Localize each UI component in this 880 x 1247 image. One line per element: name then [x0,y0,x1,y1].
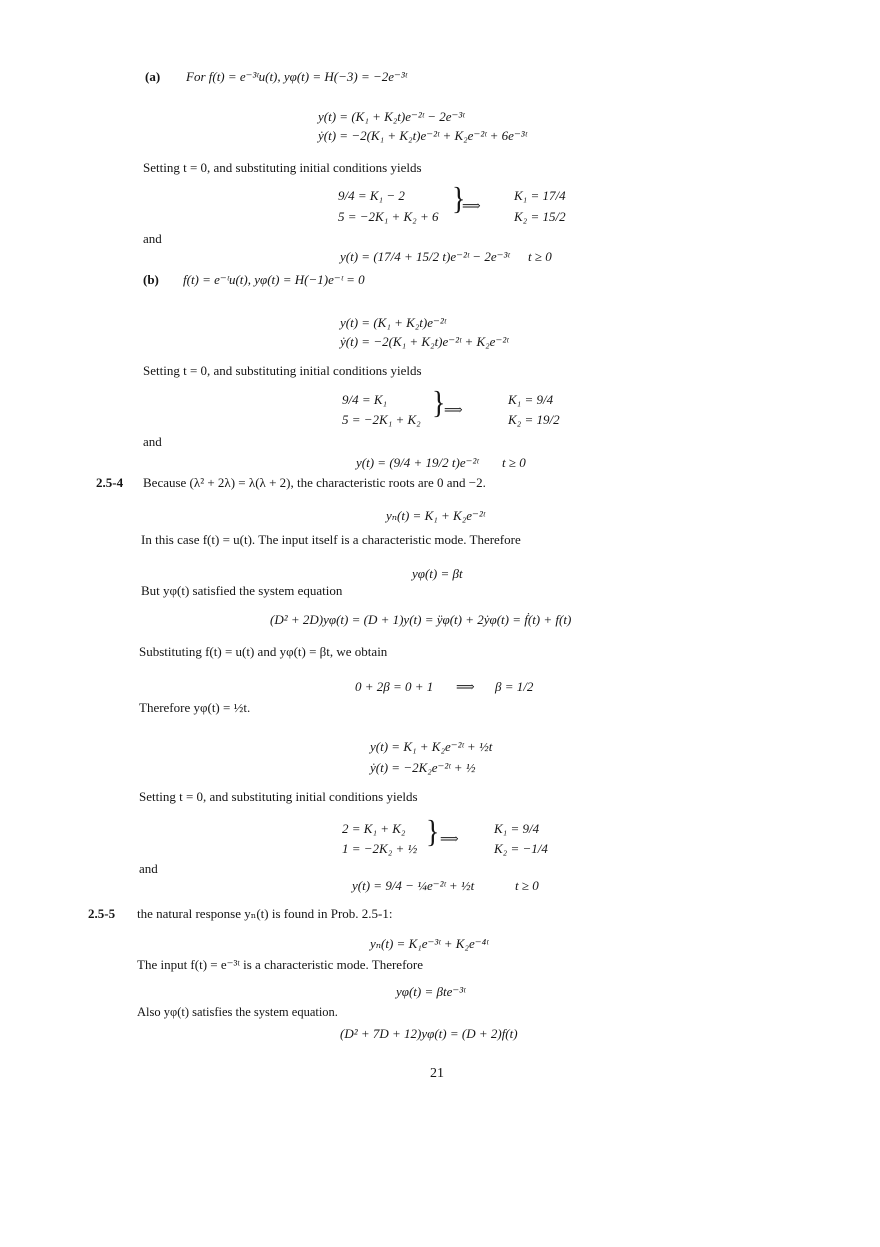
part-a-implies-arrow: ⟹ [462,198,481,213]
problem-2-5-4-system-equation: (D² + 2D)yφ(t) = (D + 1)y(t) = ÿφ(t) + 2ẏφ(t) = ḟ(t) + f(t) [270,612,572,627]
problem-2-5-4-natural-response: yₙ(t) = K₁ + K₂e⁻²ᵗ [386,508,485,523]
problem-2-5-5-intro: the natural response yₙ(t) is found in Prob. 2.5-1: [137,906,393,921]
problem-2-5-4-ydot-equation: ẏ(t) = −2K₂e⁻²ᵗ + ½ [370,760,476,775]
part-b-setting-text: Setting t = 0, and substituting initial conditions yields [143,363,422,378]
part-b-result-k1: K₁ = 9/4 [508,392,554,407]
part-b-system-line-1: 9/4 = K₁ [342,392,388,407]
part-b-ydot-equation: ẏ(t) = −2(K₁ + K₂t)e⁻²ᵗ + K₂e⁻²ᵗ [340,334,509,349]
part-b-and: and [143,434,162,449]
part-a-condition: t ≥ 0 [528,249,552,264]
part-a-and: and [143,231,162,246]
problem-2-5-4-beta-result: β = 1/2 [495,679,534,694]
problem-2-5-5-label: 2.5-5 [88,906,116,921]
problem-2-5-4-y-equation: y(t) = K₁ + K₂e⁻²ᵗ + ½t [370,739,493,754]
page-number: 21 [430,1066,444,1081]
part-b-y-equation: y(t) = (K₁ + K₂t)e⁻²ᵗ [340,315,446,330]
problem-2-5-4-system-line-1: 2 = K₁ + K₂ [342,821,406,836]
problem-2-5-4-but-text: But yφ(t) satisfied the system equation [141,583,343,598]
problem-2-5-4-final-solution: y(t) = 9/4 − ¼e⁻²ᵗ + ½t [352,878,475,893]
part-b-result-k2: K₂ = 19/2 [508,412,560,427]
part-b-system-line-2: 5 = −2K₁ + K₂ [342,412,421,427]
problem-2-5-4-condition: t ≥ 0 [515,878,539,893]
part-b-label: (b) [143,272,159,287]
problem-2-5-4-label: 2.5-4 [96,475,124,490]
part-a-result-k1: K₁ = 17/4 [514,188,566,203]
problem-2-5-5-input-text: The input f(t) = e⁻³ᵗ is a characteristic mode. Therefore [137,957,423,972]
problem-2-5-4-result-k2: K₂ = −1/4 [494,841,548,856]
problem-2-5-4-intro: Because (λ² + 2λ) = λ(λ + 2), the characteristic roots are 0 and −2. [143,475,486,490]
part-a-label: (a) [145,69,161,84]
problem-2-5-4-substituting-text: Substituting f(t) = u(t) and yφ(t) = βt, we obtain [139,644,388,659]
problem-2-5-5-also-text: Also yφ(t) satisfies the system equation. [137,1005,338,1019]
part-a-setting-text: Setting t = 0, and substituting initial conditions yields [143,160,422,175]
problem-2-5-5-particular-form: yφ(t) = βte⁻³ᵗ [396,984,466,999]
part-a-ydot-equation: ẏ(t) = −2(K₁ + K₂t)e⁻²ᵗ + K₂e⁻²ᵗ + 6e⁻³ᵗ [318,128,527,143]
problem-2-5-5-system-equation: (D² + 7D + 12)yφ(t) = (D + 2)f(t) [340,1026,518,1041]
part-b-final-solution: y(t) = (9/4 + 19/2 t)e⁻²ᵗ [356,455,479,470]
problem-2-5-4-setting-text: Setting t = 0, and substituting initial conditions yields [139,789,418,804]
problem-2-5-4-system-line-2: 1 = −2K₂ + ½ [342,841,418,856]
part-b-brace: } [432,385,446,422]
part-a-intro: For f(t) = e⁻³ᵗu(t), yφ(t) = H(−3) = −2e⁻³ᵗ [186,69,407,84]
part-a-y-equation: y(t) = (K₁ + K₂t)e⁻²ᵗ − 2e⁻³ᵗ [318,109,465,124]
problem-2-5-4-therefore-text: Therefore yφ(t) = ½t. [139,700,251,715]
part-a-system-line-2: 5 = −2K₁ + K₂ + 6 [338,209,439,224]
part-b-condition: t ≥ 0 [502,455,526,470]
problem-2-5-5-natural-response: yₙ(t) = K₁e⁻³ᵗ + K₂e⁻⁴ᵗ [370,936,489,951]
problem-2-5-4-brace: } [426,814,440,851]
problem-2-5-4-particular-form: yφ(t) = βt [412,566,463,581]
part-a-final-solution: y(t) = (17/4 + 15/2 t)e⁻²ᵗ − 2e⁻³ᵗ [340,249,510,264]
problem-2-5-4-result-k1: K₁ = 9/4 [494,821,540,836]
problem-2-5-4-system-arrow: ⟹ [440,831,459,846]
problem-2-5-4-beta-equation: 0 + 2β = 0 + 1 [355,679,434,694]
part-b-intro: f(t) = e⁻ᵗu(t), yφ(t) = H(−1)e⁻ᵗ = 0 [183,272,365,287]
problem-2-5-4-implies-arrow: ⟹ [456,679,475,694]
problem-2-5-4-and: and [139,861,158,876]
part-a-system-line-1: 9/4 = K₁ − 2 [338,188,405,203]
part-b-implies-arrow: ⟹ [444,402,463,417]
part-a-result-k2: K₂ = 15/2 [514,209,566,224]
part-a-brace: } [452,181,466,218]
problem-2-5-4-case-text: In this case f(t) = u(t). The input itself is a characteristic mode. Therefore [141,532,521,547]
